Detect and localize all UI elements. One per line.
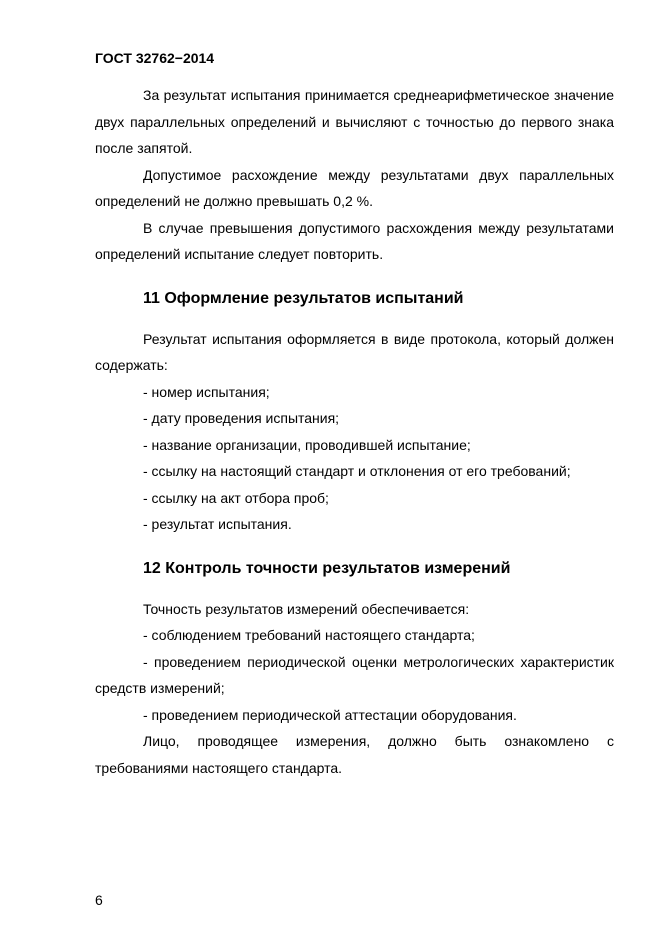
list-item: - результат испытания. [143,516,292,532]
page-number: 6 [95,892,103,908]
section-11-intro: Результат испытания оформляется в виде протокола, который должен содержать: [95,330,614,373]
list-item: - название организации, проводившей испытание; [143,436,471,453]
section-12-intro: Точность результатов измерений обеспечивается: [143,600,470,617]
paragraph-repeat-test: В случае превышения допустимого расхождения между результатами определений испытание следует повторить. [95,219,614,262]
list-item: - ссылку на настоящий стандарт и отклонения от его требований; [143,463,571,479]
list-item: - дату проведения испытания; [143,410,340,426]
paragraph-allowed-deviation: Допустимое расхождение между результатами двух параллельных определений не должно превышать 0,2 %. [95,166,614,209]
section-12-title: 12 Контроль точности результатов измерений [143,559,511,577]
list-item: - проведением периодической оценки метрологических характеристик средств измерений; [95,653,614,696]
document-code-header: ГОСТ 32762−2014 [95,50,215,66]
list-item: - номер испытания; [143,383,270,400]
list-item: - соблюдением требований настоящего стандарта; [143,627,475,643]
page-body [95,82,614,781]
section-11-title: 11 Оформление результатов испытаний [143,289,464,307]
section-12-closing: Лицо, проводящее измерения, должно быть ознакомлено с требованиями настоящего стандарта. [95,733,614,776]
list-item: - проведением периодической аттестации оборудования. [143,706,517,723]
paragraph-result-average: За результат испытания принимается среднеарифметическое значение двух параллельных определений и вычисляют с точностью до первого знака после запятой. [95,87,614,156]
list-item: - ссылку на акт отбора проб; [143,489,329,506]
